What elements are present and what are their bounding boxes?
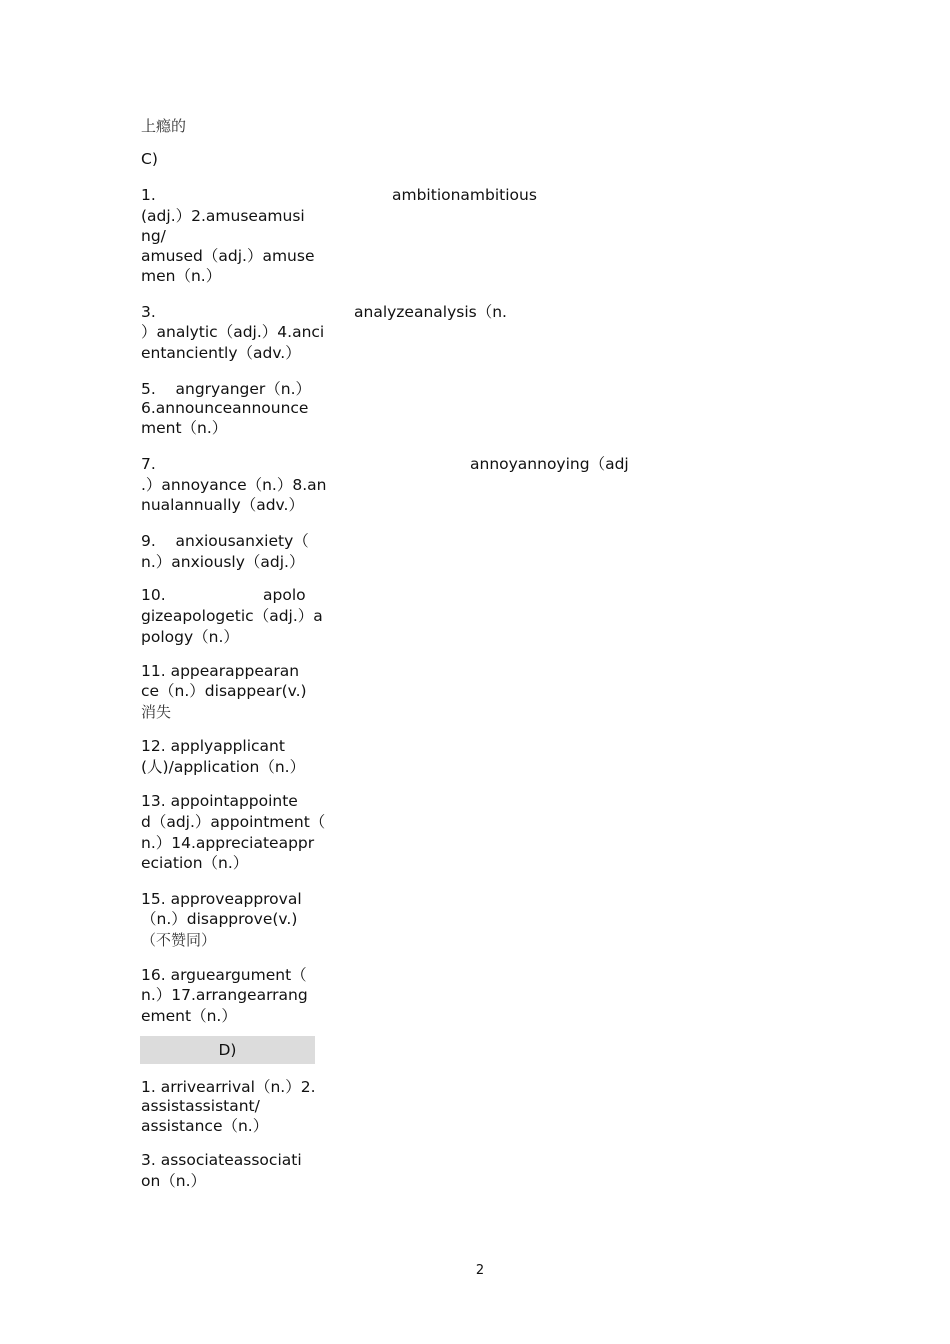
entry-10-line: pology（n.）	[141, 628, 239, 646]
entry-13-line: 13. appointappointe	[141, 792, 298, 810]
entry-3-line: entanciently（adv.）	[141, 344, 301, 362]
entry-10-number: 10.	[141, 586, 166, 604]
entry-13-line: n.）14.appreciateappr	[141, 834, 315, 852]
entry-7-line: .）annoyance（n.）8.an	[141, 476, 327, 494]
entry-d3-line: 3. associateassociati	[141, 1151, 302, 1169]
top-word: 上瘾的	[141, 117, 187, 135]
entry-3-line: ）analytic（adj.）4.anci	[141, 323, 325, 341]
entry-7-line: nualannually（adv.）	[141, 496, 304, 514]
entry-12-line: 12. applyapplicant	[141, 737, 285, 755]
entry-5-line: ment（n.）	[141, 419, 228, 437]
entry-1-line: amused（adj.）amuse	[141, 247, 315, 265]
entry-5-line: 6.announceannounce	[141, 399, 309, 417]
entry-13-line: d（adj.）appointment（	[141, 813, 326, 831]
entry-d1-line: 1. arrivearrival（n.）2.	[141, 1078, 316, 1096]
entry-10-word: apolo	[263, 586, 306, 604]
entry-1-number: 1.	[141, 186, 156, 204]
entry-3-word: analyzeanalysis（n.	[354, 303, 507, 321]
entry-d3-line: on（n.）	[141, 1172, 207, 1190]
entry-16-line: ement（n.）	[141, 1007, 237, 1025]
entry-13-line: eciation（n.）	[141, 854, 249, 872]
entry-16-line: n.）17.arrangearrang	[141, 986, 308, 1004]
entry-15-line: （n.）disapprove(v.)	[141, 910, 298, 928]
entry-16-line: 16. argueargument（	[141, 966, 307, 984]
section-heading-d-band	[140, 1036, 315, 1064]
entry-1-word: ambitionambitious	[392, 186, 537, 204]
section-heading-c: C)	[141, 150, 158, 168]
entry-7-word: annoyannoying（adj	[470, 455, 629, 473]
entry-1-line: (adj.）2.amuseamusi	[141, 207, 305, 225]
entry-15-line: （不赞同）	[141, 931, 217, 949]
section-heading-d: D)	[218, 1041, 237, 1059]
entry-1-line: men（n.）	[141, 267, 222, 285]
entry-d1-line: assistance（n.）	[141, 1117, 269, 1135]
entry-12-line: (人)/application（n.）	[141, 758, 306, 776]
entry-3-number: 3.	[141, 303, 156, 321]
entry-10-line: gizeapologetic（adj.）a	[141, 607, 323, 625]
entry-7-number: 7.	[141, 455, 156, 473]
entry-11-line: ce（n.）disappear(v.)	[141, 682, 307, 700]
page-number: 2	[475, 1263, 485, 1278]
entry-9-line: n.）anxiously（adj.）	[141, 553, 305, 571]
entry-1-line: ng/	[141, 227, 166, 245]
entry-5-line: 5. angryanger（n.）	[141, 380, 312, 398]
entry-11-line: 消失	[141, 703, 172, 721]
entry-9-line: 9. anxiousanxiety（	[141, 532, 309, 550]
entry-15-line: 15. approveapproval	[141, 890, 302, 908]
entry-11-line: 11. appearappearan	[141, 662, 300, 680]
entry-d1-line: assistassistant/	[141, 1097, 260, 1115]
